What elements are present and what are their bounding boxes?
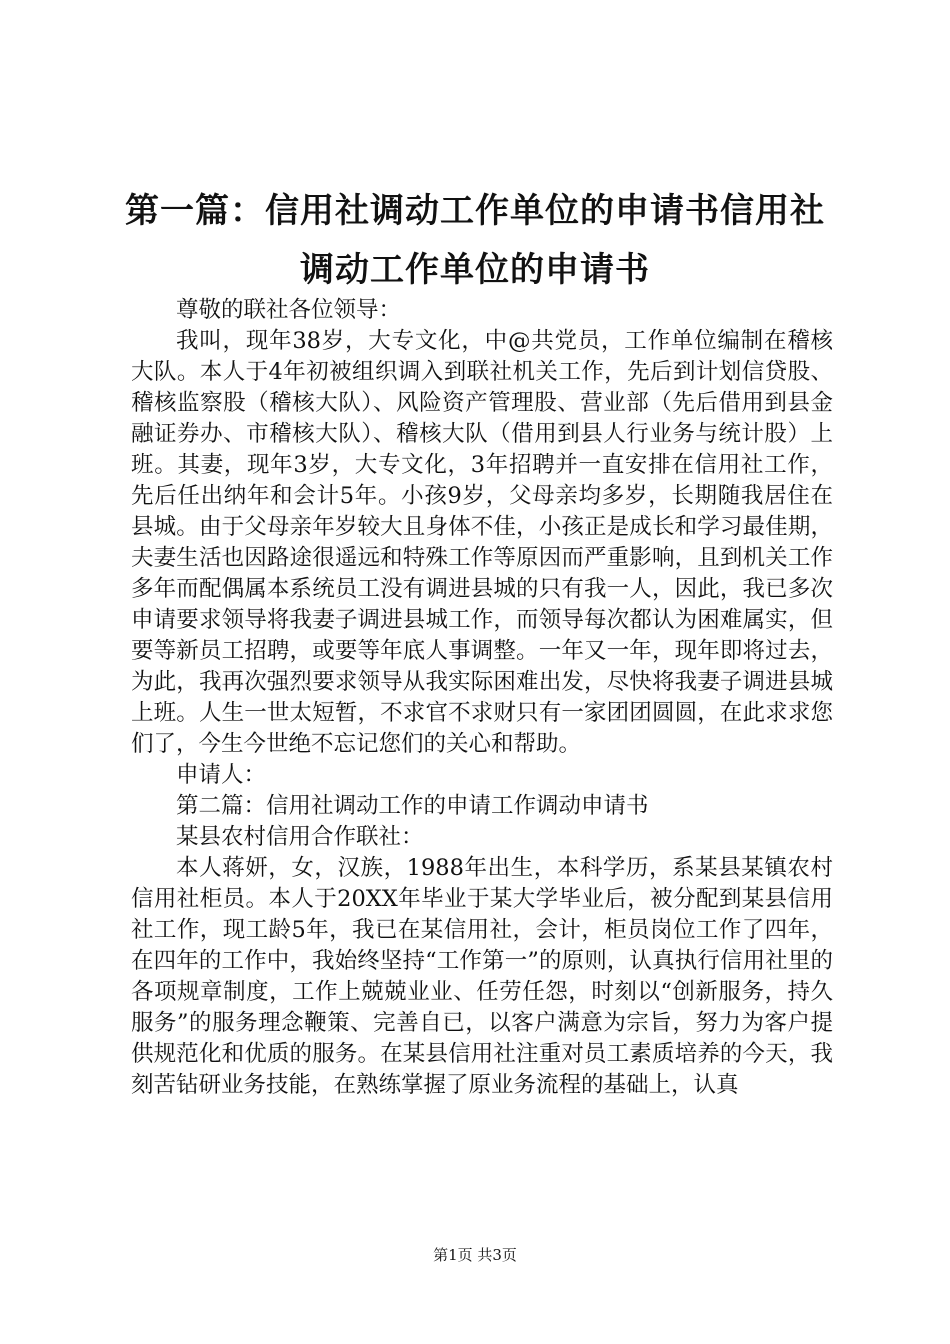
body-paragraph: 本人蒋妍，女，汉族，1988年出生，本科学历，系某县某镇农村信用社柜员。本人于20XX年毕业于某大学毕业后，被分配到某县信用社工作，现工龄5年，我已在某信用社，会计，柜员岗位工作了四年，在四年的工作中，我始终坚持“工作第一”的原则，认真执行信用社里的各项规章制度，工作上兢兢业业、任劳任怨，时刻以“创新服务，持久服务”的服务理念鞭策、完善自已，以客户满意为宗旨，努力为客户提供规范化和优质的服务。在某县信用社注重对员工素质培养的今天，我刻苦钻研业务技能，在熟练掌握了原业务流程的基础上，认真 [131, 855, 833, 1098]
document-body [131, 295, 833, 1101]
salutation-paragraph: 尊敬的联社各位领导： [176, 297, 402, 323]
document-title-line-1: 第一篇：信用社调动工作单位的申请书信用社 [125, 191, 825, 231]
section-heading-paragraph: 第二篇：信用社调动工作的申请工作调动申请书 [176, 793, 649, 819]
document-title-line-2: 调动工作单位的申请书 [300, 250, 650, 290]
recipient-paragraph: 某县农村信用合作联社： [176, 824, 424, 850]
signature-paragraph: 申请人： [176, 762, 267, 788]
body-paragraph: 我叫，现年38岁，大专文化，中@共党员，工作单位编制在稽核大队。本人于4年初被组织调入到联社机关工作，先后到计划信贷股、稽核监察股（稽核大队）、风险资产管理股、营业部（先后借用到县金融证券办、市稽核大队）、稽核大队（借用到县人行业务与统计股）上班。其妻，现年3岁，大专文化，3年招聘并一直安排在信用社工作，先后任出纳年和会计5年。小孩9岁，父母亲均多岁，长期随我居住在县城。由于父母亲年岁较大且身体不佳，小孩正是成长和学习最佳期，夫妻生活也因路途很遥远和特殊工作等原因而严重影响，且到机关工作多年而配偶属本系统员工没有调进县城的只有我一人，因此，我已多次申请要求领导将我妻子调进县城工作，而领导每次都认为困难属实，但要等新员工招聘，或要等年底人事调整。一年又一年，现年即将过去，为此，我再次强烈要求领导从我实际困难出发，尽快将我妻子调进县城上班。人生一世太短暂，不求官不求财只有一家团团圆圆，在此求求您们了，今生今世绝不忘记您们的关心和帮助。 [131, 328, 833, 757]
page-footer: 第1页 共3页 [433, 1246, 517, 1264]
